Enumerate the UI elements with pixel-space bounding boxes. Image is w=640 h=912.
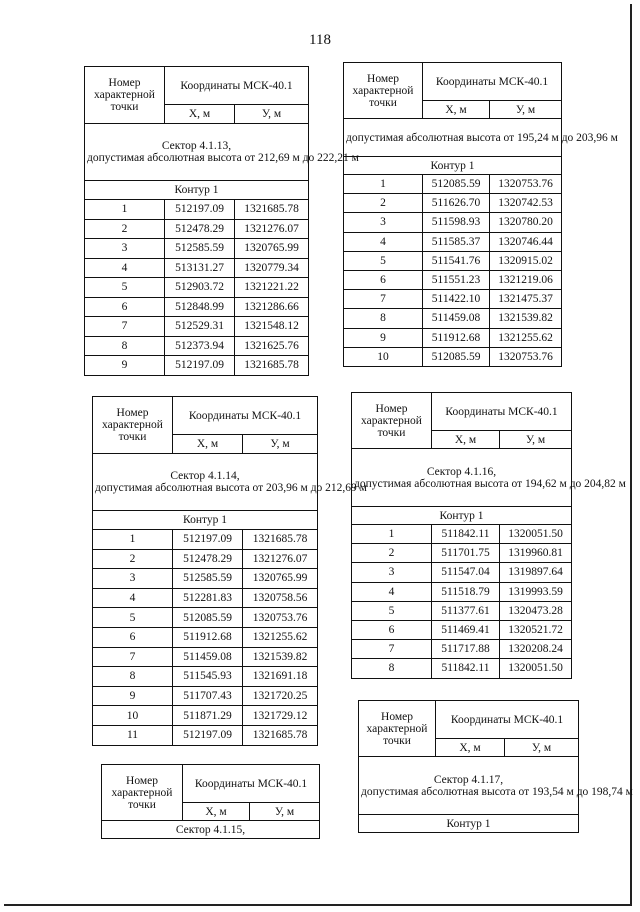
- coordinates-table-sector-4-1-13: [84, 66, 359, 376]
- point-number: 3: [93, 569, 173, 589]
- table-row: [93, 588, 318, 608]
- y-value: 1320208.24: [500, 640, 572, 659]
- table-row: [85, 239, 309, 259]
- x-column-header: Х, м: [173, 435, 243, 454]
- point-number: 9: [85, 356, 165, 376]
- point-number: 1: [85, 200, 165, 220]
- table-row: [352, 659, 572, 678]
- y-value: 1320758.56: [243, 588, 318, 608]
- point-number: 1: [344, 175, 423, 194]
- contour-label: Контур 1: [352, 507, 572, 525]
- x-value: 511842.11: [432, 525, 500, 544]
- table-row: [352, 544, 572, 563]
- x-value: 511701.75: [432, 544, 500, 563]
- sector-heading: [359, 757, 633, 815]
- x-value: 512281.83: [173, 588, 243, 608]
- table-row: [85, 200, 309, 220]
- y-value: 1321685.78: [243, 530, 318, 550]
- table-row: [93, 627, 318, 647]
- point-number: 8: [93, 667, 173, 687]
- y-value: 1321691.18: [243, 667, 318, 687]
- y-value: 1320753.76: [243, 608, 318, 628]
- y-value: 1319897.64: [500, 563, 572, 582]
- point-number-header: Номер характерной точки: [93, 397, 173, 454]
- point-number: 1: [93, 530, 173, 550]
- point-number: 2: [85, 219, 165, 239]
- x-column-header: Х, м: [183, 803, 250, 821]
- x-value: 511469.41: [432, 620, 500, 639]
- x-value: 513131.27: [165, 258, 235, 278]
- table-row: [85, 258, 309, 278]
- x-value: 511585.37: [423, 232, 490, 251]
- x-value: 511459.08: [423, 309, 490, 328]
- y-value: 1320765.99: [235, 239, 309, 259]
- point-number: 10: [344, 347, 423, 366]
- x-value: 511422.10: [423, 290, 490, 309]
- y-column-header: У, м: [500, 431, 572, 449]
- point-number: 3: [344, 213, 423, 232]
- table-row: [352, 601, 572, 620]
- point-number: 5: [85, 278, 165, 298]
- x-value: 511717.88: [432, 640, 500, 659]
- table-row: [344, 347, 562, 366]
- coordinates-header: Координаты МСК-40.1: [183, 765, 320, 803]
- table-row: [93, 667, 318, 687]
- coordinates-table-continuation: [343, 62, 618, 367]
- point-number: 9: [93, 686, 173, 706]
- table-row: [344, 328, 562, 347]
- point-number: 7: [344, 290, 423, 309]
- coordinates-header: Координаты МСК-40.1: [423, 63, 562, 101]
- contour-label: Контур 1: [85, 181, 309, 200]
- x-value: 511547.04: [432, 563, 500, 582]
- x-value: 512478.29: [173, 549, 243, 569]
- x-value: 511626.70: [423, 194, 490, 213]
- sector-heading: [93, 454, 367, 511]
- x-value: 511545.93: [173, 667, 243, 687]
- point-number-header: Номер характерной точки: [352, 393, 432, 449]
- y-value: 1321221.22: [235, 278, 309, 298]
- point-number: 7: [85, 317, 165, 337]
- x-value: 512197.09: [173, 530, 243, 550]
- sector-title: Сектор 4.1.15,: [102, 821, 320, 839]
- x-value: 512373.94: [165, 336, 235, 356]
- table-row: [352, 640, 572, 659]
- y-value: 1321475.37: [490, 290, 562, 309]
- y-value: 1320051.50: [500, 659, 572, 678]
- contour-label: Контур 1: [344, 157, 562, 175]
- point-number: 5: [93, 608, 173, 628]
- height-range-text: допустимая абсолютная высота от 195,24 м до 203,96 м: [344, 119, 562, 157]
- point-number: 2: [344, 194, 423, 213]
- x-value: 511871.29: [173, 706, 243, 726]
- y-value: 1320753.76: [490, 175, 562, 194]
- y-column-header: У, м: [235, 105, 309, 124]
- coordinates-table-sector-4-1-14: [92, 396, 367, 746]
- y-value: 1321539.82: [243, 647, 318, 667]
- contour-label: Контур 1: [93, 511, 318, 530]
- x-value: 512197.09: [173, 725, 243, 745]
- x-value: 512478.29: [165, 219, 235, 239]
- y-value: 1321286.66: [235, 297, 309, 317]
- height-range-text: допустимая абсолютная высота от 212,69 м до 222,21 м: [87, 152, 359, 164]
- table-row: [344, 251, 562, 270]
- point-number: 11: [93, 725, 173, 745]
- y-value: 1320746.44: [490, 232, 562, 251]
- table-row: [93, 686, 318, 706]
- x-value: 512903.72: [165, 278, 235, 298]
- table-row: [344, 232, 562, 251]
- table-row: [352, 582, 572, 601]
- sector-heading: [85, 124, 359, 181]
- coordinates-table-sector-4-1-15: [101, 764, 320, 839]
- table-row: [344, 270, 562, 289]
- y-column-header: У, м: [505, 739, 579, 757]
- x-value: 511912.68: [423, 328, 490, 347]
- point-number: 7: [352, 640, 432, 659]
- y-column-header: У, м: [250, 803, 320, 821]
- table-row: [85, 297, 309, 317]
- x-column-header: Х, м: [423, 101, 490, 119]
- y-value: 1321625.76: [235, 336, 309, 356]
- y-value: 1319960.81: [500, 544, 572, 563]
- y-value: 1321685.78: [235, 200, 309, 220]
- y-value: 1320742.53: [490, 194, 562, 213]
- point-number: 6: [85, 297, 165, 317]
- y-value: 1321276.07: [235, 219, 309, 239]
- table-row: [344, 194, 562, 213]
- table-row: [344, 213, 562, 232]
- table-row: [85, 317, 309, 337]
- y-value: 1319993.59: [500, 582, 572, 601]
- coordinates-header: Координаты МСК-40.1: [432, 393, 572, 431]
- table-row: [344, 309, 562, 328]
- y-column-header: У, м: [243, 435, 318, 454]
- x-value: 512085.59: [423, 175, 490, 194]
- point-number: 3: [85, 239, 165, 259]
- point-number: 1: [352, 525, 432, 544]
- table-row: [93, 549, 318, 569]
- y-value: 1321255.62: [243, 627, 318, 647]
- table-row: [85, 278, 309, 298]
- coordinates-header: Координаты МСК-40.1: [165, 67, 309, 105]
- contour-label: Контур 1: [359, 815, 579, 833]
- table-row: [93, 706, 318, 726]
- point-number: 4: [352, 582, 432, 601]
- table-row: [93, 608, 318, 628]
- x-value: 511377.61: [432, 601, 500, 620]
- x-value: 512585.59: [165, 239, 235, 259]
- table-row: [93, 569, 318, 589]
- point-number: 5: [344, 251, 423, 270]
- point-number: 2: [352, 544, 432, 563]
- point-number: 4: [344, 232, 423, 251]
- table-row: [85, 336, 309, 356]
- point-number: 8: [352, 659, 432, 678]
- y-value: 1321219.06: [490, 270, 562, 289]
- sector-heading: [352, 449, 626, 507]
- x-value: 512529.31: [165, 317, 235, 337]
- y-value: 1321255.62: [490, 328, 562, 347]
- x-value: 511707.43: [173, 686, 243, 706]
- x-value: 511912.68: [173, 627, 243, 647]
- y-value: 1320051.50: [500, 525, 572, 544]
- sector-title: Сектор 4.1.16,: [426, 465, 497, 478]
- x-value: 512197.09: [165, 200, 235, 220]
- point-number: 4: [85, 258, 165, 278]
- y-value: 1321720.25: [243, 686, 318, 706]
- table-row: [93, 725, 318, 745]
- table-row: [93, 530, 318, 550]
- table-row: [93, 647, 318, 667]
- point-number: 3: [352, 563, 432, 582]
- y-value: 1320765.99: [243, 569, 318, 589]
- point-number-header: Номер характерной точки: [359, 701, 436, 757]
- x-value: 511842.11: [432, 659, 500, 678]
- point-number: 8: [85, 336, 165, 356]
- table-row: [344, 175, 562, 194]
- y-value: 1321276.07: [243, 549, 318, 569]
- x-column-header: Х, м: [165, 105, 235, 124]
- x-value: 511551.23: [423, 270, 490, 289]
- coordinates-table-sector-4-1-17: [358, 700, 633, 833]
- table-row: [85, 356, 309, 376]
- x-value: 512085.59: [423, 347, 490, 366]
- table-row: [352, 620, 572, 639]
- y-value: 1321548.12: [235, 317, 309, 337]
- x-column-header: Х, м: [432, 431, 500, 449]
- point-number: 9: [344, 328, 423, 347]
- coordinates-table-sector-4-1-16: [351, 392, 626, 679]
- height-range-text: допустимая абсолютная высота от 203,96 м до 212,69 м: [95, 482, 367, 494]
- point-number: 8: [344, 309, 423, 328]
- point-number-header: Номер характерной точки: [102, 765, 183, 821]
- x-value: 511518.79: [432, 582, 500, 601]
- x-column-header: Х, м: [436, 739, 505, 757]
- y-column-header: У, м: [490, 101, 562, 119]
- point-number: 10: [93, 706, 173, 726]
- point-number: 2: [93, 549, 173, 569]
- x-value: 512197.09: [165, 356, 235, 376]
- x-value: 511541.76: [423, 251, 490, 270]
- y-value: 1320521.72: [500, 620, 572, 639]
- point-number-header: Номер характерной точки: [85, 67, 165, 124]
- y-value: 1320780.20: [490, 213, 562, 232]
- sector-title: Сектор 4.1.13,: [161, 140, 232, 152]
- y-value: 1320779.34: [235, 258, 309, 278]
- y-value: 1321685.78: [235, 356, 309, 376]
- table-row: [85, 219, 309, 239]
- x-value: 512848.99: [165, 297, 235, 317]
- point-number: 7: [93, 647, 173, 667]
- y-value: 1321729.12: [243, 706, 318, 726]
- x-value: 512085.59: [173, 608, 243, 628]
- point-number-header: Номер характерной точки: [344, 63, 423, 119]
- y-value: 1320753.76: [490, 347, 562, 366]
- table-row: [352, 563, 572, 582]
- y-value: 1320915.02: [490, 251, 562, 270]
- sector-title: Сектор 4.1.14,: [170, 470, 240, 482]
- point-number: 4: [93, 588, 173, 608]
- point-number: 5: [352, 601, 432, 620]
- y-value: 1321539.82: [490, 309, 562, 328]
- y-value: 1321685.78: [243, 725, 318, 745]
- coordinates-header: Координаты МСК-40.1: [173, 397, 318, 435]
- x-value: 512585.59: [173, 569, 243, 589]
- height-range-text: допустимая абсолютная высота от 193,54 м до 198,74 м: [361, 785, 633, 798]
- point-number: 6: [352, 620, 432, 639]
- table-row: [344, 290, 562, 309]
- coordinates-header: Координаты МСК-40.1: [436, 701, 579, 739]
- height-range-text: допустимая абсолютная высота от 194,62 м до 204,82 м: [354, 477, 626, 490]
- sector-title: Сектор 4.1.17,: [433, 773, 504, 786]
- point-number: 6: [93, 627, 173, 647]
- x-value: 511459.08: [173, 647, 243, 667]
- page-number: 118: [309, 32, 331, 48]
- table-row: [352, 525, 572, 544]
- y-value: 1320473.28: [500, 601, 572, 620]
- x-value: 511598.93: [423, 213, 490, 232]
- point-number: 6: [344, 270, 423, 289]
